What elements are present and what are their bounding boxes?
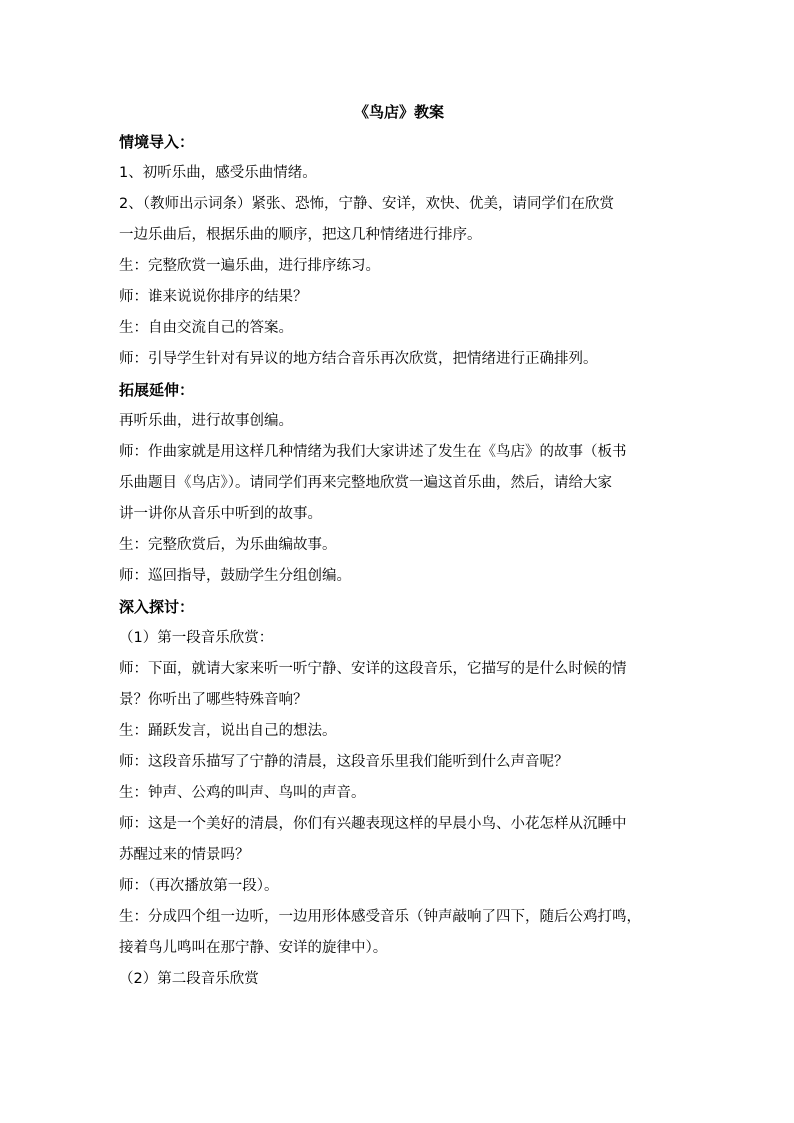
paragraph-line: 一边乐曲后，根据乐曲的顺序，把这几种情绪进行排序。 [119,227,482,243]
paragraph [119,654,679,716]
paragraph-line: 生：分成四个组一边听，一边用形体感受音乐（钟声敲响了四下，随后公鸡打鸣， [119,909,641,925]
paragraph-line: 景？你听出了哪些特殊音响？ [119,692,308,708]
paragraph-line: 师：下面，就请大家来听一听宁静、安详的这段音乐，它描写的是什么时候的情 [119,661,627,677]
paragraph [119,189,679,251]
paragraph-line: 苏醒过来的情景吗？ [119,847,250,863]
paragraph [119,902,679,964]
section-heading-explore: 深入探讨： [119,598,195,616]
paragraph-line: 2、（教师出示词条）紧张、恐怖，宁静、安详，欢快、优美，请同学们在欣赏 [119,196,614,212]
paragraph: 师：谁来说说你排序的结果？ [119,289,308,305]
paragraph: 生：完整欣赏后，为乐曲编故事。 [119,537,337,553]
paragraph: 师：（再次播放第一段）。 [119,878,279,894]
paragraph: 生：钟声、公鸡的叫声、鸟叫的声音。 [119,785,366,801]
paragraph: 再听乐曲，进行故事创编。 [119,413,293,429]
paragraph: 生：踊跃发言，说出自己的想法。 [119,723,337,739]
paragraph-line: 接着鸟儿鸣叫在那宁静、安详的旋律中）。 [119,940,388,956]
paragraph: 生：自由交流自己的答案。 [119,320,293,336]
paragraph: 师：这段音乐描写了宁静的清晨，这段音乐里我们能听到什么声音呢？ [119,754,569,770]
paragraph: 1、初听乐曲，感受乐曲情绪。 [119,165,317,181]
paragraph-line: 讲一讲你从音乐中听到的故事。 [119,506,322,522]
paragraph: 生：完整欣赏一遍乐曲，进行排序练习。 [119,258,380,274]
paragraph-line: 乐曲题目《鸟店》）。请同学们再来完整地欣赏一遍这首乐曲，然后，请给大家 [119,475,612,491]
paragraph [119,809,679,871]
paragraph: （1）第一段音乐欣赏： [119,630,274,646]
section-heading-intro: 情境导入： [119,133,195,151]
paragraph: 师：引导学生针对有异议的地方结合音乐再次欣赏，把情绪进行正确排列。 [119,351,598,367]
document-title: 《鸟店》教案 [353,103,444,121]
paragraph: （2）第二段音乐欣赏 [119,971,259,987]
paragraph: 师：巡回指导，鼓励学生分组创编。 [119,568,351,584]
document-body [119,97,679,995]
paragraph-line: 师：作曲家就是用这样几种情绪为我们大家讲述了发生在《鸟店》的故事（板书 [119,444,627,460]
paragraph [119,437,679,530]
paragraph-line: 师：这是一个美好的清晨，你们有兴趣表现这样的早晨小鸟、小花怎样从沉睡中 [119,816,627,832]
section-heading-extension: 拓展延伸： [119,381,195,399]
